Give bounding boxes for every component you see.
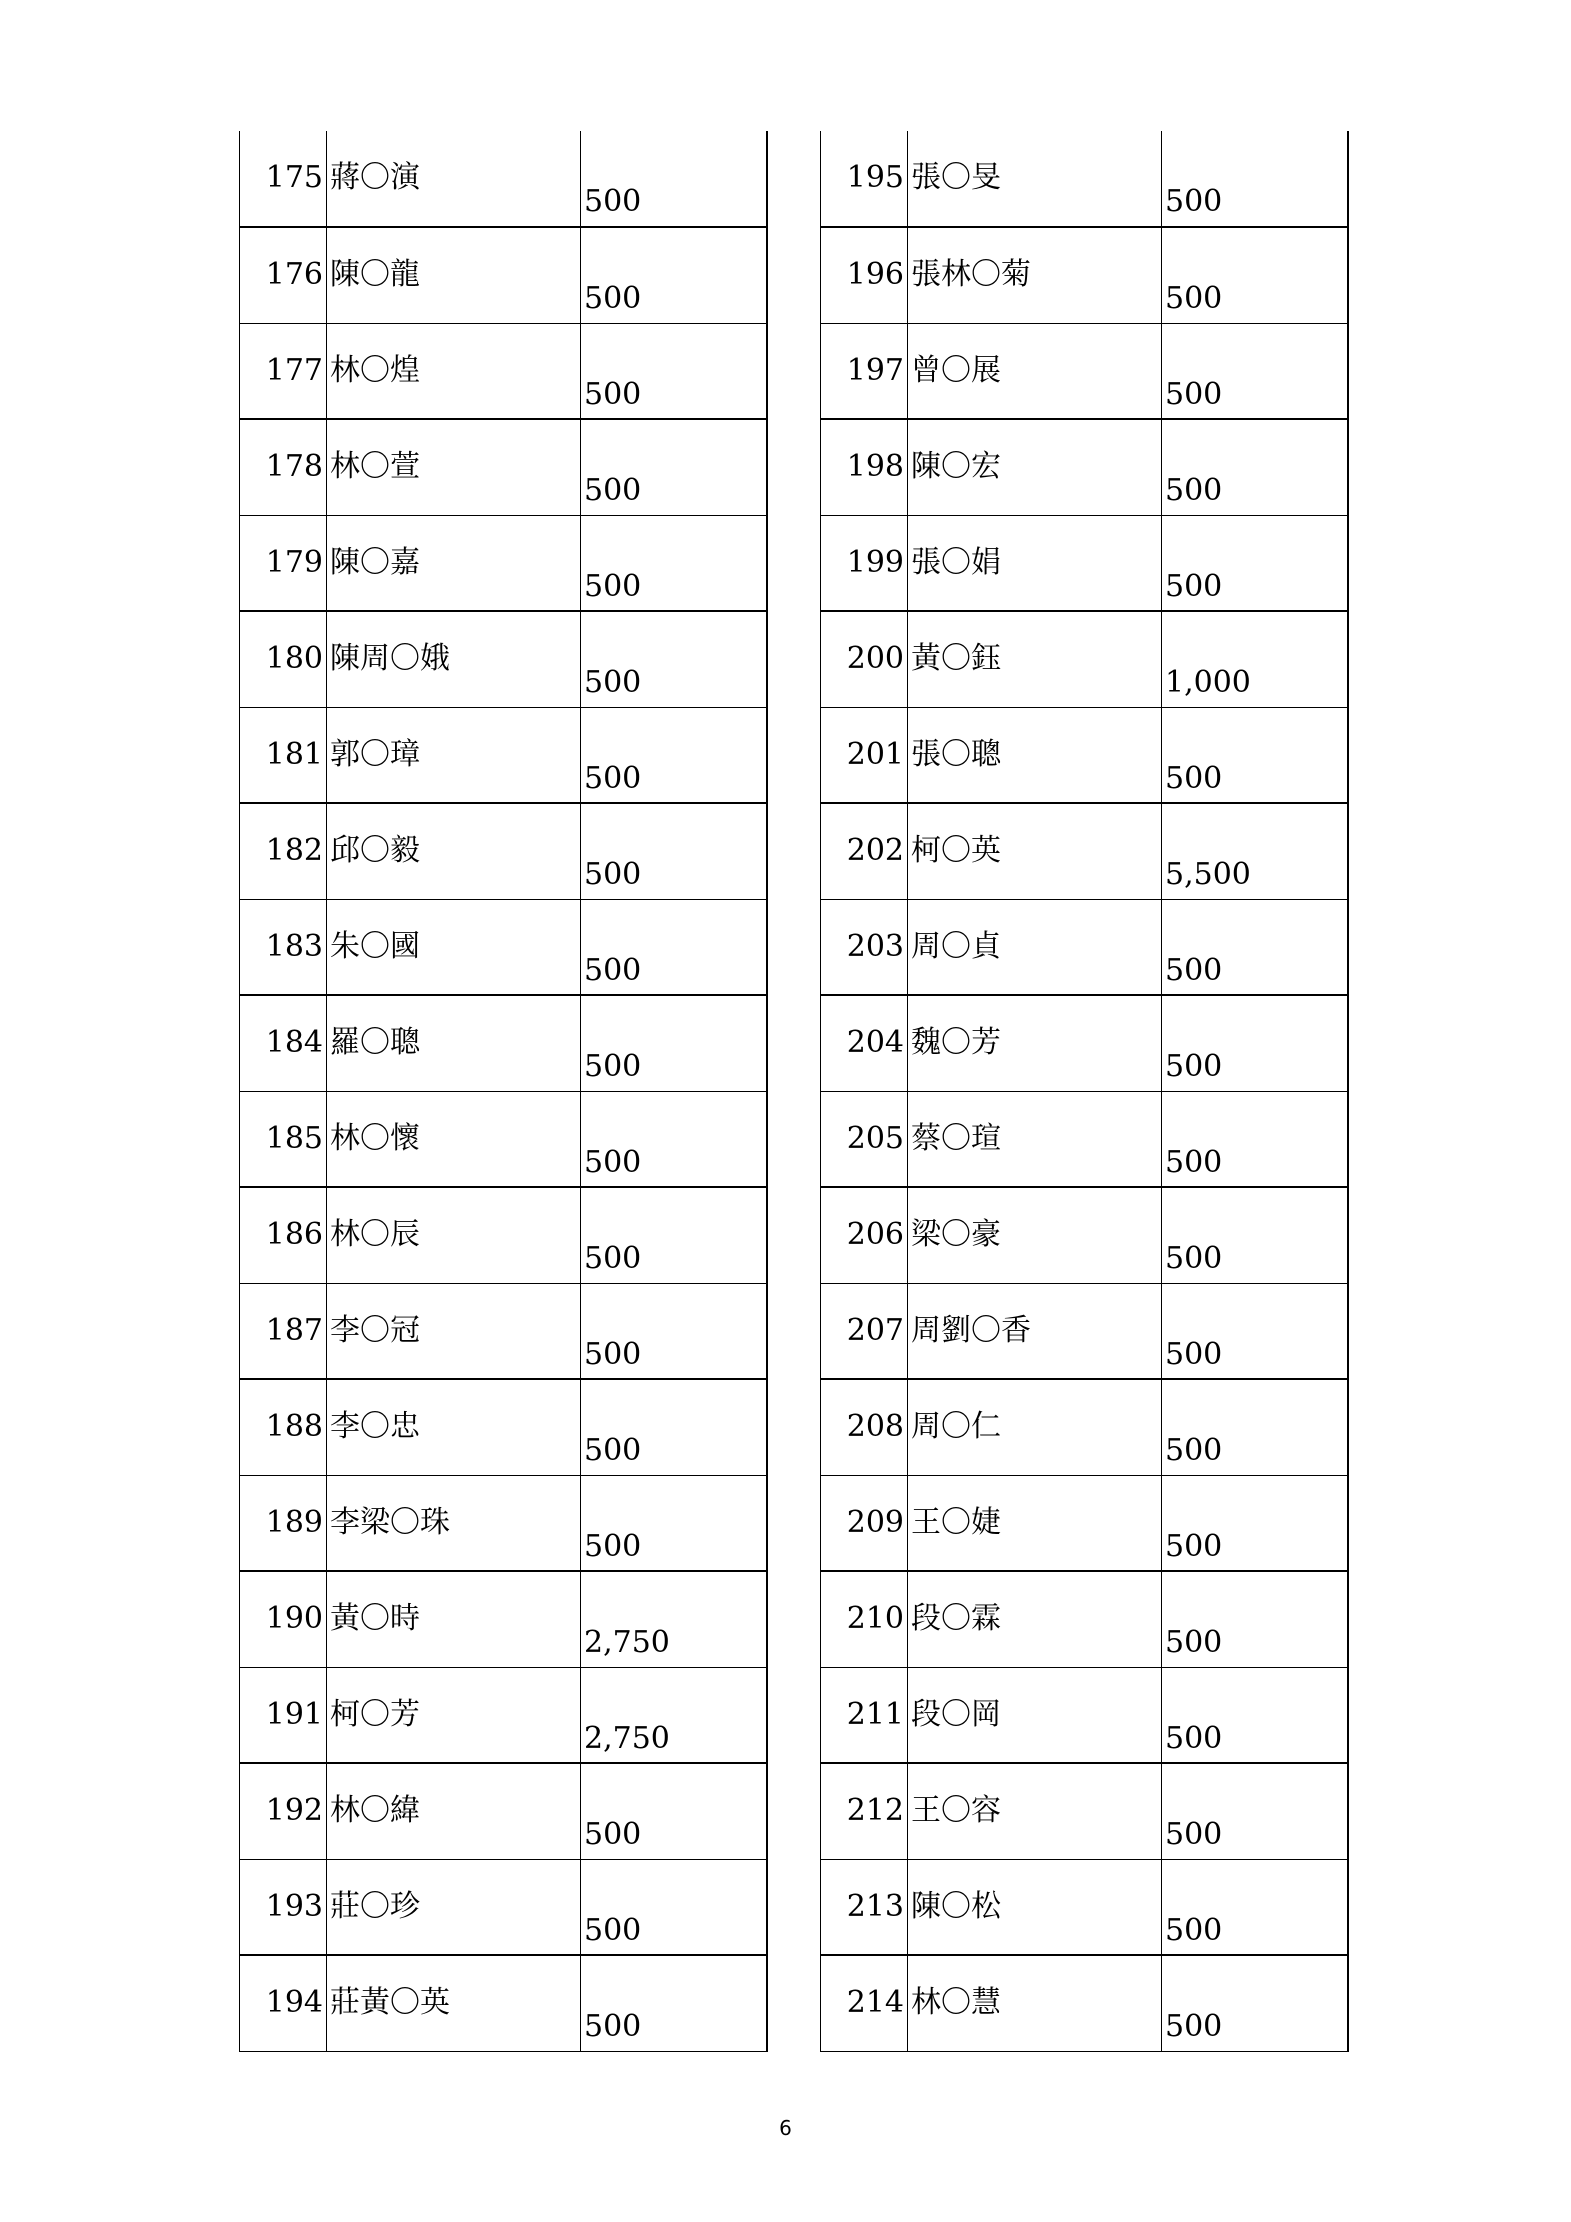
donation-amount: 500 [1162,131,1348,227]
table-row [240,419,767,515]
donor-name: 林〇懷 [327,1091,581,1187]
donor-number: 207 [821,1283,908,1379]
donation-amount: 5,500 [1162,803,1348,899]
donor-name: 王〇婕 [908,1475,1162,1571]
donor-name: 曾〇展 [908,323,1162,419]
donor-number: 212 [821,1763,908,1859]
donor-number: 195 [821,131,908,227]
donor-name: 柯〇芳 [327,1667,581,1763]
donor-name: 梁〇豪 [908,1187,1162,1283]
donor-number: 185 [240,1091,327,1187]
donor-name: 林〇煌 [327,323,581,419]
table-row [821,611,1348,707]
donor-name: 陳〇龍 [327,227,581,323]
donation-amount: 500 [1162,1283,1348,1379]
donor-number: 191 [240,1667,327,1763]
donor-name: 林〇萱 [327,419,581,515]
donation-amount: 500 [1162,1859,1348,1955]
donation-amount: 500 [581,1859,767,1955]
donor-number: 205 [821,1091,908,1187]
donor-number: 203 [821,899,908,995]
table-row [821,899,1348,995]
donor-number: 186 [240,1187,327,1283]
donor-name: 林〇慧 [908,1955,1162,2051]
table-row [821,1763,1348,1859]
table-row [821,323,1348,419]
donation-amount: 500 [1162,1955,1348,2051]
donor-number: 183 [240,899,327,995]
donor-name: 周劉〇香 [908,1283,1162,1379]
table-row [240,611,767,707]
table-row [240,323,767,419]
donation-amount: 500 [1162,1667,1348,1763]
donation-amount: 500 [581,995,767,1091]
donation-amount: 500 [581,419,767,515]
table-row [240,1571,767,1667]
donor-number: 202 [821,803,908,899]
donor-name: 黃〇鈺 [908,611,1162,707]
donor-name: 陳〇松 [908,1859,1162,1955]
donor-number: 196 [821,227,908,323]
donor-name: 段〇岡 [908,1667,1162,1763]
table-row [240,1379,767,1475]
donor-number: 187 [240,1283,327,1379]
page-number: 6 [779,2116,792,2140]
donation-amount: 500 [1162,1475,1348,1571]
table-row [240,1763,767,1859]
donor-name: 魏〇芳 [908,995,1162,1091]
table-row [821,227,1348,323]
table-row [821,1379,1348,1475]
donation-amount: 500 [1162,419,1348,515]
donor-name: 張〇旻 [908,131,1162,227]
table-row [821,1571,1348,1667]
donor-number: 200 [821,611,908,707]
donor-number: 179 [240,515,327,611]
donor-number: 193 [240,1859,327,1955]
donor-name: 陳〇嘉 [327,515,581,611]
donation-amount: 500 [581,227,767,323]
donor-number: 192 [240,1763,327,1859]
donor-number: 180 [240,611,327,707]
donor-number: 197 [821,323,908,419]
donor-name: 郭〇璋 [327,707,581,803]
table-row [821,707,1348,803]
table-row [821,515,1348,611]
table-row [240,1667,767,1763]
donor-number: 204 [821,995,908,1091]
donor-name: 段〇霖 [908,1571,1162,1667]
donation-amount: 500 [581,1763,767,1859]
table-row [240,1475,767,1571]
donation-amount: 500 [1162,1091,1348,1187]
donor-number: 178 [240,419,327,515]
donor-number: 175 [240,131,327,227]
donation-amount: 500 [1162,1379,1348,1475]
donor-number: 199 [821,515,908,611]
table-row [240,707,767,803]
donation-amount: 500 [1162,1571,1348,1667]
donation-amount: 500 [1162,1763,1348,1859]
donor-name: 張〇聰 [908,707,1162,803]
donation-amount: 500 [1162,995,1348,1091]
table-row [240,227,767,323]
donor-name: 邱〇毅 [327,803,581,899]
donation-amount: 500 [1162,515,1348,611]
donor-number: 182 [240,803,327,899]
donor-number: 208 [821,1379,908,1475]
donation-amount: 500 [581,1475,767,1571]
donor-number: 184 [240,995,327,1091]
donor-name: 周〇貞 [908,899,1162,995]
table-row [240,899,767,995]
donor-table-left [239,131,768,2052]
table-row [240,803,767,899]
table-row [821,131,1348,227]
donor-name: 蔡〇瑄 [908,1091,1162,1187]
donor-table-right [820,131,1349,2052]
donation-amount: 500 [1162,899,1348,995]
donation-amount: 500 [581,611,767,707]
donation-amount: 500 [581,1091,767,1187]
donor-name: 林〇辰 [327,1187,581,1283]
donor-name: 柯〇英 [908,803,1162,899]
table-row [240,1283,767,1379]
table-row [821,1667,1348,1763]
donor-number: 206 [821,1187,908,1283]
donor-number: 190 [240,1571,327,1667]
donor-name: 李梁〇珠 [327,1475,581,1571]
table-row [240,1187,767,1283]
table-row [240,1091,767,1187]
donation-amount: 500 [1162,227,1348,323]
table-row [821,1091,1348,1187]
donor-number: 201 [821,707,908,803]
donation-amount: 2,750 [581,1571,767,1667]
donor-name: 王〇容 [908,1763,1162,1859]
donor-name: 李〇忠 [327,1379,581,1475]
donor-number: 214 [821,1955,908,2051]
donor-name: 蔣〇演 [327,131,581,227]
donation-amount: 1,000 [1162,611,1348,707]
donor-number: 198 [821,419,908,515]
donor-number: 189 [240,1475,327,1571]
donor-name: 李〇冠 [327,1283,581,1379]
table-row [240,1859,767,1955]
table-row [240,515,767,611]
donor-number: 213 [821,1859,908,1955]
donation-amount: 500 [581,1187,767,1283]
donor-number: 177 [240,323,327,419]
donor-name: 周〇仁 [908,1379,1162,1475]
donation-amount: 500 [581,707,767,803]
donation-amount: 500 [581,131,767,227]
donor-name: 張林〇菊 [908,227,1162,323]
donor-number: 181 [240,707,327,803]
donation-amount: 500 [581,515,767,611]
table-row [821,419,1348,515]
donation-amount: 500 [581,1283,767,1379]
donor-name: 莊〇珍 [327,1859,581,1955]
donor-number: 209 [821,1475,908,1571]
donor-name: 張〇娟 [908,515,1162,611]
donation-amount: 500 [581,1955,767,2051]
donor-name: 朱〇國 [327,899,581,995]
table-row [821,1283,1348,1379]
donation-amount: 500 [1162,1187,1348,1283]
table-row [821,1187,1348,1283]
donor-number: 176 [240,227,327,323]
table-row [821,1955,1348,2051]
table-row [240,1955,767,2051]
donor-name: 羅〇聰 [327,995,581,1091]
donation-amount: 500 [581,323,767,419]
donation-amount: 500 [581,899,767,995]
donor-number: 211 [821,1667,908,1763]
donation-amount: 500 [581,803,767,899]
donor-name: 林〇緯 [327,1763,581,1859]
donor-number: 188 [240,1379,327,1475]
table-row [821,1859,1348,1955]
donor-number: 210 [821,1571,908,1667]
donor-name: 陳周〇娥 [327,611,581,707]
table-row [240,131,767,227]
table-row [821,1475,1348,1571]
donation-amount: 500 [581,1379,767,1475]
donor-name: 陳〇宏 [908,419,1162,515]
donor-number: 194 [240,1955,327,2051]
donor-name: 黃〇時 [327,1571,581,1667]
table-row [821,803,1348,899]
donation-amount: 500 [1162,323,1348,419]
donation-amount: 2,750 [581,1667,767,1763]
table-row [821,995,1348,1091]
donation-amount: 500 [1162,707,1348,803]
table-row [240,995,767,1091]
donor-name: 莊黃〇英 [327,1955,581,2051]
